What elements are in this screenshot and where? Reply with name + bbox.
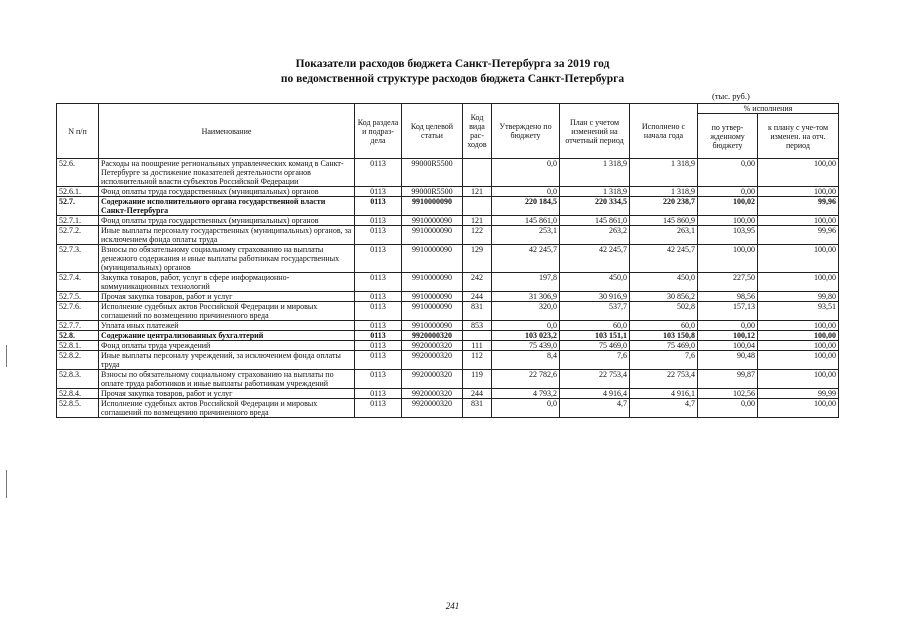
row-section-code: 0113	[355, 321, 402, 331]
table-row	[57, 226, 839, 245]
row-plan-amount: 145 861,0	[560, 216, 630, 226]
row-approved-amount: 8,4	[492, 351, 560, 370]
row-executed-amount: 42 245,7	[630, 245, 698, 273]
row-section-code: 0113	[355, 399, 402, 418]
row-name: Исполнение судебных актов Российской Федерации и мировых соглашений по возмещению причиненного вреда	[99, 302, 355, 321]
row-executed-amount: 30 856,2	[630, 292, 698, 302]
row-target-code: 9910000090	[402, 226, 463, 245]
row-name: Фонд оплаты труда государственных (муниципальных) органов	[99, 187, 355, 197]
row-executed-amount: 263,1	[630, 226, 698, 245]
row-approved-amount: 0,0	[492, 187, 560, 197]
row-target-code: 9920000320	[402, 331, 463, 341]
row-name: Исполнение судебных актов Российской Федерации и мировых соглашений по возмещению причиненного вреда	[99, 399, 355, 418]
row-executed-amount: 1 318,9	[630, 159, 698, 187]
row-number: 52.8.4.	[57, 389, 99, 399]
row-target-code: 9920000320	[402, 399, 463, 418]
budget-table	[56, 103, 839, 418]
row-number: 52.7.5.	[57, 292, 99, 302]
row-name: Закупка товаров, работ, услуг в сфере информационно-коммуникационных технологий	[99, 273, 355, 292]
col-header-section: Код раздела и подраз-дела	[355, 104, 402, 159]
table-body	[57, 159, 839, 418]
row-approved-amount: 0,0	[492, 159, 560, 187]
row-number: 52.8.	[57, 331, 99, 341]
row-target-code: 9920000320	[402, 341, 463, 351]
row-plan-amount: 4,7	[560, 399, 630, 418]
row-expense-type-code: 112	[463, 351, 492, 370]
row-expense-type-code: 111	[463, 341, 492, 351]
row-approved-amount: 197,8	[492, 273, 560, 292]
table-row	[57, 351, 839, 370]
row-pct-plan: 100,00	[758, 399, 839, 418]
row-section-code: 0113	[355, 245, 402, 273]
row-number: 52.8.1.	[57, 341, 99, 351]
row-section-code: 0113	[355, 226, 402, 245]
row-approved-amount: 103 023,2	[492, 331, 560, 341]
row-expense-type-code: 831	[463, 302, 492, 321]
row-section-code: 0113	[355, 351, 402, 370]
row-expense-type-code: 242	[463, 273, 492, 292]
row-plan-amount: 1 318,9	[560, 187, 630, 197]
scan-margin-mark	[6, 470, 7, 498]
row-pct-plan: 99,96	[758, 197, 839, 216]
row-plan-amount: 450,0	[560, 273, 630, 292]
row-approved-amount: 31 306,9	[492, 292, 560, 302]
row-pct-approved: 100,00	[698, 216, 758, 226]
row-expense-type-code: 122	[463, 226, 492, 245]
row-expense-type-code	[463, 331, 492, 341]
row-pct-plan: 100,00	[758, 245, 839, 273]
row-pct-plan: 99,99	[758, 389, 839, 399]
row-pct-plan: 100,00	[758, 216, 839, 226]
table-row	[57, 159, 839, 187]
row-target-code: 9910000090	[402, 216, 463, 226]
row-pct-plan: 100,00	[758, 159, 839, 187]
row-section-code: 0113	[355, 216, 402, 226]
table-row	[57, 292, 839, 302]
row-pct-approved: 0,00	[698, 159, 758, 187]
row-pct-plan: 100,00	[758, 331, 839, 341]
row-target-code: 9920000320	[402, 370, 463, 389]
row-number: 52.7.3.	[57, 245, 99, 273]
row-number: 52.6.1.	[57, 187, 99, 197]
row-plan-amount: 220 334,5	[560, 197, 630, 216]
row-section-code: 0113	[355, 370, 402, 389]
row-expense-type-code: 129	[463, 245, 492, 273]
row-plan-amount: 4 916,4	[560, 389, 630, 399]
col-header-target: Код целевой статьи	[402, 104, 463, 159]
units-label: (тыс. руб.)	[712, 91, 750, 101]
row-pct-approved: 99,87	[698, 370, 758, 389]
row-number: 52.8.2.	[57, 351, 99, 370]
row-plan-amount: 60,0	[560, 321, 630, 331]
row-plan-amount: 537,7	[560, 302, 630, 321]
row-number: 52.7.4.	[57, 273, 99, 292]
row-name: Прочая закупка товаров, работ и услуг	[99, 292, 355, 302]
row-plan-amount: 1 318,9	[560, 159, 630, 187]
document-subtitle: по ведомственной структуре расходов бюджета Санкт-Петербурга	[280, 73, 625, 85]
row-approved-amount: 75 439,0	[492, 341, 560, 351]
row-pct-approved: 157,13	[698, 302, 758, 321]
row-executed-amount: 75 469,0	[630, 341, 698, 351]
table-row	[57, 399, 839, 418]
table-row	[57, 389, 839, 399]
table-row	[57, 197, 839, 216]
row-pct-plan: 100,00	[758, 273, 839, 292]
row-approved-amount: 220 184,5	[492, 197, 560, 216]
row-pct-plan: 100,00	[758, 187, 839, 197]
col-header-exp-type: Код вида рас-ходов	[463, 104, 492, 159]
row-expense-type-code	[463, 159, 492, 187]
col-header-percent-group: % исполнения	[698, 104, 839, 114]
row-expense-type-code: 244	[463, 292, 492, 302]
row-target-code: 9910000090	[402, 197, 463, 216]
row-expense-type-code	[463, 197, 492, 216]
table-row	[57, 216, 839, 226]
row-section-code: 0113	[355, 273, 402, 292]
row-name: Расходы на поощрение региональных управленческих команд в Санкт-Петербурге за достижение показателей деятельности органов исполнительной власти субъектов Российской Федерации	[99, 159, 355, 187]
row-section-code: 0113	[355, 389, 402, 399]
row-section-code: 0113	[355, 302, 402, 321]
row-pct-approved: 0,00	[698, 321, 758, 331]
row-number: 52.6.	[57, 159, 99, 187]
row-plan-amount: 22 753,4	[560, 370, 630, 389]
row-executed-amount: 60,0	[630, 321, 698, 331]
row-pct-approved: 100,12	[698, 331, 758, 341]
row-name: Иные выплаты персоналу учреждений, за исключением фонда оплаты труда	[99, 351, 355, 370]
row-target-code: 9910000090	[402, 321, 463, 331]
row-section-code: 0113	[355, 159, 402, 187]
row-plan-amount: 103 151,1	[560, 331, 630, 341]
row-executed-amount: 4,7	[630, 399, 698, 418]
row-section-code: 0113	[355, 197, 402, 216]
row-pct-plan: 100,00	[758, 370, 839, 389]
table-row	[57, 187, 839, 197]
row-number: 52.8.3.	[57, 370, 99, 389]
table-row	[57, 370, 839, 389]
row-expense-type-code: 244	[463, 389, 492, 399]
row-target-code: 99000R5500	[402, 187, 463, 197]
row-target-code: 9910000090	[402, 292, 463, 302]
row-target-code: 9910000090	[402, 302, 463, 321]
table-row	[57, 273, 839, 292]
row-plan-amount: 30 916,9	[560, 292, 630, 302]
row-expense-type-code: 831	[463, 399, 492, 418]
row-number: 52.8.5.	[57, 399, 99, 418]
row-expense-type-code: 121	[463, 216, 492, 226]
col-header-executed: Исполнено с начала года	[630, 104, 698, 159]
col-header-plan: План с учетом изменений на отчетный период	[560, 104, 630, 159]
row-number: 52.7.7.	[57, 321, 99, 331]
row-pct-plan: 93,51	[758, 302, 839, 321]
row-pct-approved: 227,50	[698, 273, 758, 292]
row-executed-amount: 450,0	[630, 273, 698, 292]
row-target-code: 99000R5500	[402, 159, 463, 187]
row-pct-approved: 90,48	[698, 351, 758, 370]
row-plan-amount: 263,2	[560, 226, 630, 245]
row-approved-amount: 320,0	[492, 302, 560, 321]
row-approved-amount: 253,1	[492, 226, 560, 245]
row-section-code: 0113	[355, 331, 402, 341]
row-name: Иные выплаты персоналу государственных (муниципальных) органов, за исключением фонда оплаты труда	[99, 226, 355, 245]
table-row	[57, 245, 839, 273]
table-row	[57, 341, 839, 351]
row-pct-plan: 99,96	[758, 226, 839, 245]
table-row	[57, 331, 839, 341]
row-section-code: 0113	[355, 341, 402, 351]
row-executed-amount: 1 318,9	[630, 187, 698, 197]
row-executed-amount: 4 916,1	[630, 389, 698, 399]
scan-margin-mark	[6, 345, 7, 367]
row-pct-approved: 100,04	[698, 341, 758, 351]
col-header-name: Наименование	[99, 104, 355, 159]
row-name: Содержание исполнительного органа государственной власти Санкт-Петербурга	[99, 197, 355, 216]
row-section-code: 0113	[355, 187, 402, 197]
row-number: 52.7.1.	[57, 216, 99, 226]
row-target-code: 9920000320	[402, 389, 463, 399]
row-expense-type-code: 121	[463, 187, 492, 197]
row-plan-amount: 42 245,7	[560, 245, 630, 273]
row-name: Взносы по обязательному социальному страхованию на выплаты денежного содержания и иные выплаты работникам государственных (муниципальных) органов	[99, 245, 355, 273]
row-pct-plan: 100,00	[758, 321, 839, 331]
row-pct-approved: 100,00	[698, 245, 758, 273]
col-header-approved: Утверждено по бюджету	[492, 104, 560, 159]
row-number: 52.7.6.	[57, 302, 99, 321]
row-name: Фонд оплаты труда государственных (муниципальных) органов	[99, 216, 355, 226]
row-plan-amount: 7,6	[560, 351, 630, 370]
row-pct-approved: 0,00	[698, 399, 758, 418]
row-approved-amount: 42 245,7	[492, 245, 560, 273]
row-pct-plan: 99,80	[758, 292, 839, 302]
row-name: Прочая закупка товаров, работ и услуг	[99, 389, 355, 399]
row-plan-amount: 75 469,0	[560, 341, 630, 351]
row-executed-amount: 22 753,4	[630, 370, 698, 389]
row-pct-approved: 102,56	[698, 389, 758, 399]
row-expense-type-code: 119	[463, 370, 492, 389]
col-header-pct-approved: по утвер-жденному бюджету	[698, 114, 758, 159]
row-executed-amount: 7,6	[630, 351, 698, 370]
row-approved-amount: 0,0	[492, 321, 560, 331]
row-executed-amount: 103 150,8	[630, 331, 698, 341]
row-name: Содержание централизованных бухгалтерий	[99, 331, 355, 341]
row-name: Фонд оплаты труда учреждений	[99, 341, 355, 351]
row-approved-amount: 145 861,0	[492, 216, 560, 226]
row-executed-amount: 502,8	[630, 302, 698, 321]
row-pct-plan: 100,00	[758, 351, 839, 370]
row-approved-amount: 4 793,2	[492, 389, 560, 399]
row-pct-approved: 98,56	[698, 292, 758, 302]
row-target-code: 9910000090	[402, 245, 463, 273]
row-expense-type-code: 853	[463, 321, 492, 331]
row-section-code: 0113	[355, 292, 402, 302]
row-target-code: 9910000090	[402, 273, 463, 292]
row-pct-approved: 100,02	[698, 197, 758, 216]
row-pct-approved: 0,00	[698, 187, 758, 197]
row-number: 52.7.2.	[57, 226, 99, 245]
row-approved-amount: 0,0	[492, 399, 560, 418]
row-number: 52.7.	[57, 197, 99, 216]
row-pct-plan: 100,00	[758, 341, 839, 351]
col-header-num: N п/п	[57, 104, 99, 159]
row-executed-amount: 145 860,9	[630, 216, 698, 226]
row-name: Взносы по обязательному социальному страхованию на выплаты по оплате труда работников и иные выплаты работникам учреждений	[99, 370, 355, 389]
col-header-pct-plan: к плану с уче-том изменен. на отч. период	[758, 114, 839, 159]
table-row	[57, 302, 839, 321]
table-row	[57, 321, 839, 331]
document-title: Показатели расходов бюджета Санкт-Петербурга за 2019 год	[295, 58, 610, 70]
row-approved-amount: 22 782,6	[492, 370, 560, 389]
row-name: Уплата иных платежей	[99, 321, 355, 331]
row-pct-approved: 103,95	[698, 226, 758, 245]
row-target-code: 9920000320	[402, 351, 463, 370]
row-executed-amount: 220 238,7	[630, 197, 698, 216]
page-number: 241	[445, 601, 460, 611]
